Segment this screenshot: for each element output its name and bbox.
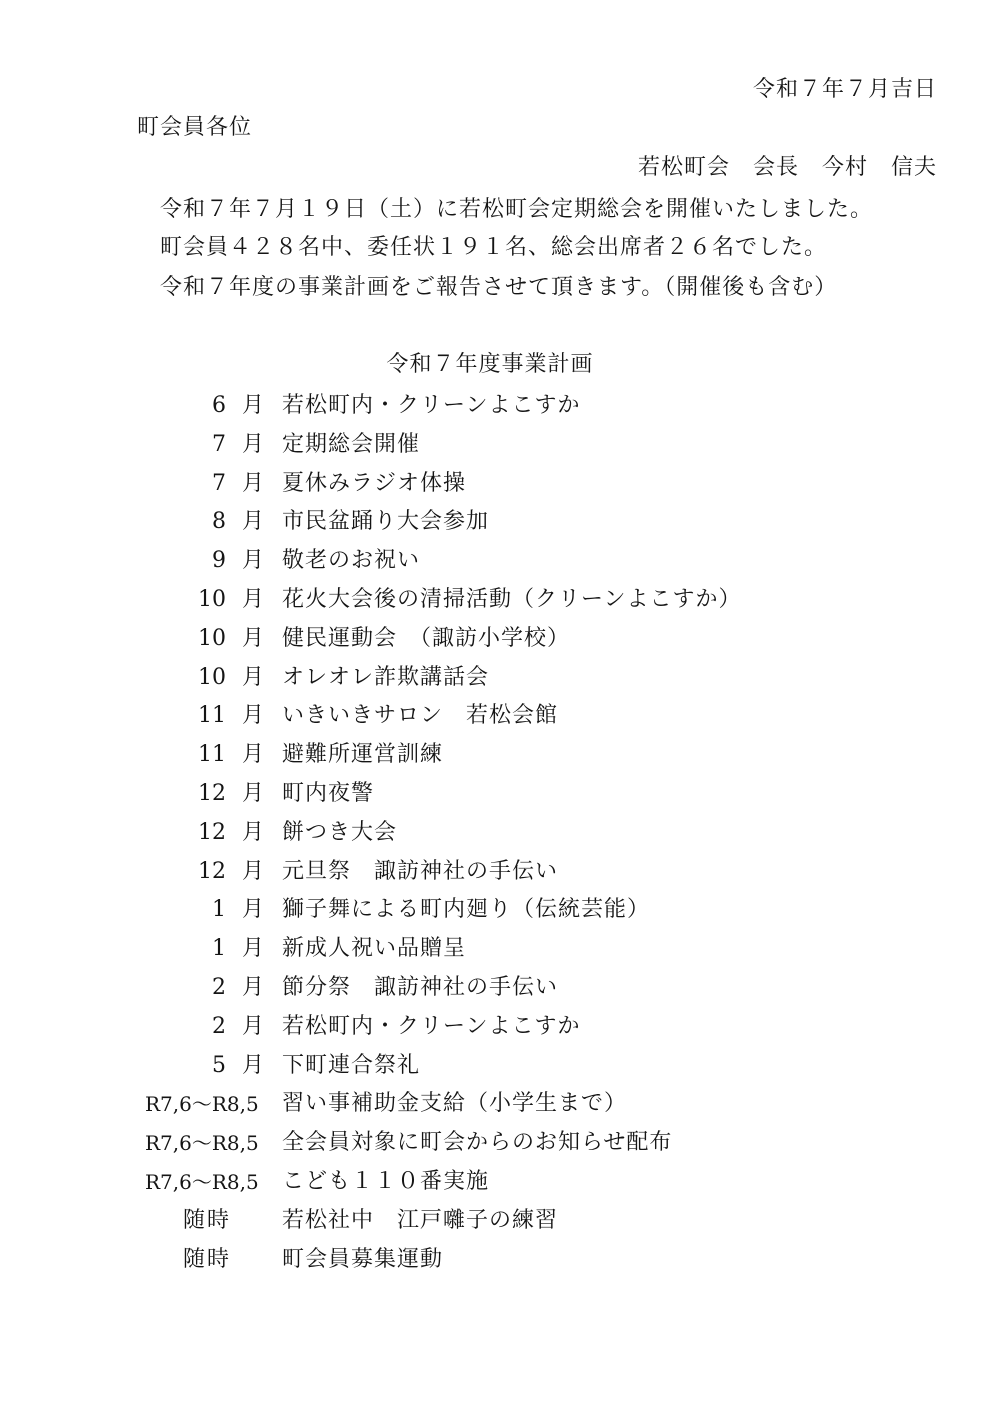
row-month-unit: 月: [242, 1013, 266, 1039]
row-event: こども１１０番実施: [282, 1168, 490, 1194]
row-event: 定期総会開催: [282, 431, 421, 457]
row-event: 避難所運営訓練: [282, 742, 444, 768]
row-month: 9: [212, 548, 226, 574]
sender: 若松町会 会長 今村 信夫: [637, 155, 937, 180]
plan-row: [0, 814, 1000, 853]
plan-row: [0, 853, 1000, 892]
row-event: 獅子舞による町内廻り（伝統芸能）: [282, 897, 651, 923]
row-month: 12: [198, 858, 226, 884]
plan-row: [0, 1085, 1000, 1124]
row-event: 若松社中 江戸囃子の練習: [282, 1207, 559, 1233]
row-event: いきいきサロン 若松会館: [282, 703, 559, 729]
row-month: 1: [212, 936, 226, 962]
row-event: 町内夜警: [282, 780, 375, 806]
row-month: 11: [198, 742, 226, 768]
row-month: 6: [212, 393, 226, 418]
row-month-unit: 月: [242, 897, 266, 923]
row-month-unit: 月: [242, 548, 266, 574]
row-period-anytime: 随時: [183, 1207, 232, 1233]
row-event: 若松町内・クリーンよこすか: [282, 393, 581, 418]
plan-list: [0, 387, 1000, 1279]
row-period-anytime: 随時: [183, 1246, 232, 1272]
row-event: 餅つき大会: [282, 819, 398, 845]
row-month-unit: 月: [242, 858, 266, 884]
row-month: 1: [212, 897, 226, 923]
row-month: 2: [212, 1013, 226, 1039]
plan-row: [0, 503, 1000, 542]
plan-row: [0, 930, 1000, 969]
row-month-unit: 月: [242, 742, 266, 768]
plan-row: [0, 620, 1000, 659]
row-event: 節分祭 諏訪神社の手伝い: [282, 974, 559, 1000]
row-event: 町会員募集運動: [282, 1246, 444, 1272]
plan-row: [0, 891, 1000, 930]
row-event: 習い事補助金支給（小学生まで）: [282, 1091, 628, 1117]
addressee: 町会員各位: [137, 115, 253, 140]
row-month-unit: 月: [242, 431, 266, 457]
row-month: 8: [212, 509, 226, 535]
row-month-unit: 月: [242, 974, 266, 1000]
row-month-unit: 月: [242, 664, 266, 690]
row-month: 7: [212, 470, 226, 496]
row-event: 花火大会後の清掃活動（クリーンよこすか）: [282, 586, 742, 612]
row-month: 5: [212, 1052, 226, 1078]
plan-row: [0, 775, 1000, 814]
row-event: オレオレ詐欺講話会: [282, 664, 490, 690]
row-month-unit: 月: [242, 819, 266, 845]
row-month: 12: [198, 780, 226, 806]
plan-row: [0, 697, 1000, 736]
plan-row: [0, 465, 1000, 504]
row-month: 12: [198, 819, 226, 845]
row-period-range: R7,6～R8,5: [145, 1169, 259, 1194]
plan-row: [0, 736, 1000, 775]
row-month: 10: [198, 625, 226, 651]
plan-row: [0, 1008, 1000, 1047]
plan-title: 令和７年度事業計画: [386, 352, 594, 377]
row-month: 10: [198, 664, 226, 690]
plan-row: [0, 1163, 1000, 1202]
row-month-unit: 月: [242, 1052, 266, 1078]
row-month-unit: 月: [242, 936, 266, 962]
row-month: 11: [198, 703, 226, 729]
row-month-unit: 月: [242, 703, 266, 729]
body-line: 令和７年度の事業計画をご報告させて頂きます。（開催後も含む）: [160, 275, 838, 300]
row-event: 若松町内・クリーンよこすか: [282, 1013, 581, 1039]
plan-row: [0, 542, 1000, 581]
row-month-unit: 月: [242, 586, 266, 612]
row-event: 敬老のお祝い: [282, 548, 421, 574]
plan-row: [0, 426, 1000, 465]
plan-row: [0, 1047, 1000, 1086]
row-event: 新成人祝い品贈呈: [282, 936, 467, 962]
body-line: 町会員４２８名中、委任状１９１名、総会出席者２６名でした。: [160, 235, 828, 260]
document-date: 令和７年７月吉日: [752, 77, 937, 102]
row-month: 7: [212, 431, 226, 457]
plan-row: [0, 1202, 1000, 1241]
row-month-unit: 月: [242, 780, 266, 806]
plan-row: [0, 1124, 1000, 1163]
row-period-range: R7,6～R8,5: [145, 1092, 259, 1117]
row-month: 10: [198, 586, 226, 612]
row-month-unit: 月: [242, 393, 266, 418]
body-line: 令和７年７月１９日（土）に若松町会定期総会を開催いたしました。: [160, 197, 874, 222]
row-event: 全会員対象に町会からのお知らせ配布: [282, 1130, 673, 1156]
row-period-range: R7,6～R8,5: [145, 1131, 259, 1156]
plan-row: [0, 581, 1000, 620]
row-event: 元旦祭 諏訪神社の手伝い: [282, 858, 559, 884]
row-event: 下町連合祭礼: [282, 1052, 421, 1078]
plan-row: [0, 659, 1000, 698]
row-month: 2: [212, 974, 226, 1000]
plan-row: [0, 969, 1000, 1008]
row-event: 市民盆踊り大会参加: [282, 509, 490, 535]
row-event: 健民運動会 （諏訪小学校）: [282, 625, 571, 651]
plan-row: [0, 1241, 1000, 1280]
row-month-unit: 月: [242, 509, 266, 535]
plan-row: [0, 387, 1000, 426]
row-month-unit: 月: [242, 470, 266, 496]
row-event: 夏休みラジオ体操: [282, 470, 467, 496]
row-month-unit: 月: [242, 625, 266, 651]
